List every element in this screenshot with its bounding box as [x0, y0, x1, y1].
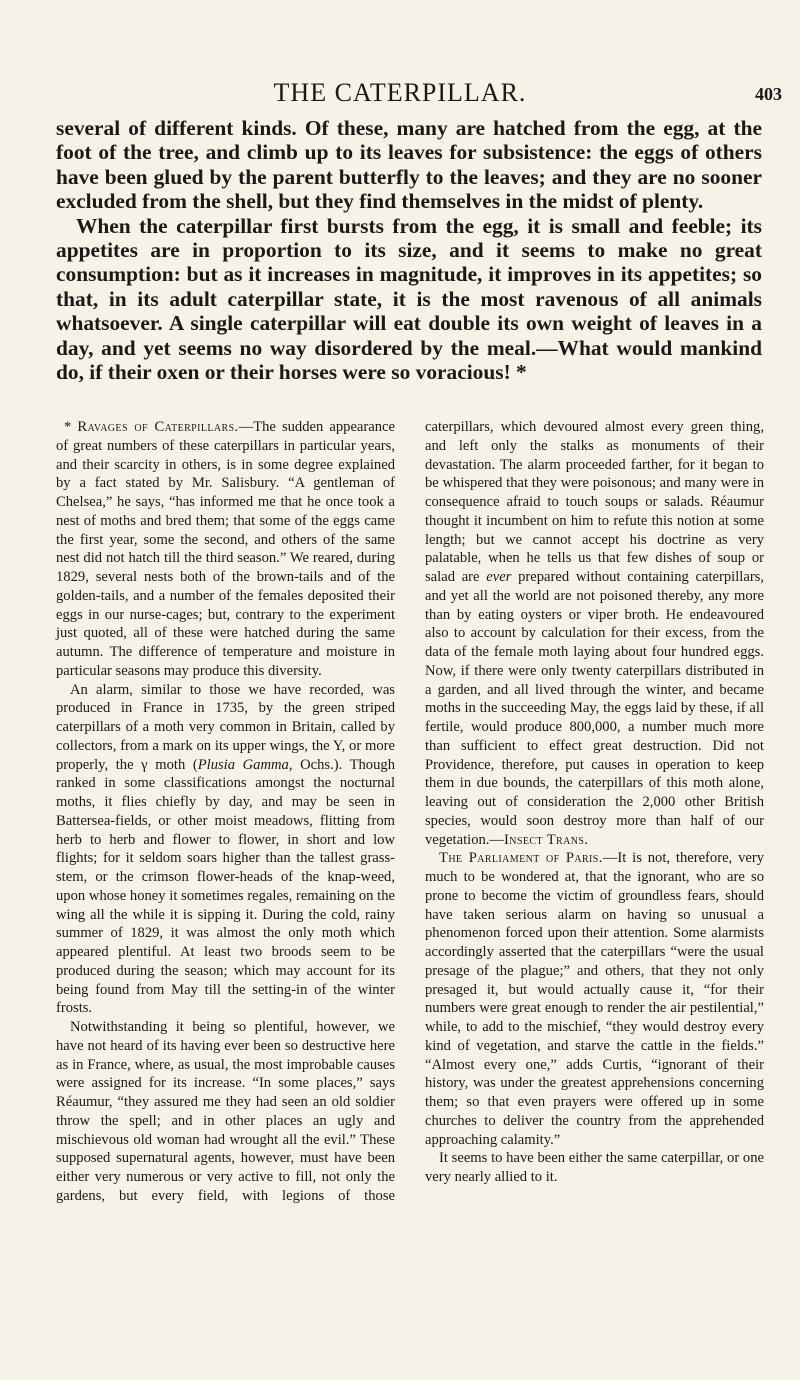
footnote-columns	[56, 418, 764, 1206]
page-number: 403	[755, 84, 782, 104]
footnote-paragraph	[425, 849, 764, 1149]
footnote-heading: The Parliament of Paris.	[439, 850, 603, 867]
emphasis: ever	[486, 569, 512, 585]
footnote-marker: *	[64, 419, 72, 435]
footnote-heading: Ravages of Caterpillars.	[77, 419, 239, 435]
main-paragraph: several of different kinds. Of these, many are hatched from the egg, at the foot of the tree, and climb up to its leaves for subsistence: the eggs of others have been glued by the parent butterfly to the leaves; and they are no sooner excluded from the shell, but they find themselves in the midst of plenty.	[56, 116, 762, 214]
footnote-text: —The sudden appearance of great numbers of these caterpillars in particular years, and their scarcity in others, is in some degree explained by a fact stated by Mr. Salisbury. “A gentleman of Chelsea,” he says, “has informed me that he once took a nest of moths and bred them; that some of the eggs came the first year, some the second, and others of the same nest did not hatch till the third season.” We reared, during 1829, several nests both of the brown-tails and of the golden-tails, and a number of the females deposited their eggs in our nurse-cages; but, contrary to the experiment just quoted, all of these were hatched during the same autumn. The difference of temperature and moisture in particular seasons may produce this diversity.	[56, 419, 395, 679]
main-paragraph: When the caterpillar first bursts from the egg, it is small and feeble; its appetites are in proportion to its size, and it seems to make no great consumption: but as it increases in magnitude, it improves in its appetites; so that, in its adult caterpillar state, it is the most ravenous of all animals whatsoever. A single caterpillar will eat double its own weight of leaves in a day, and yet seems no way disordered by the meal.—What would mankind do, if their oxen or their horses were so voracious! *	[56, 213, 762, 385]
footnote-text: An alarm, similar to those we have recorded, was produced in France in 1735, by the green striped caterpillars of a moth very common in Britain, called by collectors, from a mark on its upper wings, the Y, or more properly, the γ moth (	[56, 681, 395, 773]
footnote-text: —It is not, therefore, very much to be wondered at, that the ignorant, who are so prone to become the victim of groundless fears, should have taken serious alarm on having so unusual a phenomenon forced upon their attention. Some alarmists accordingly asserted that the caterpillars “were the usual presage of the plague;” and others, that they not only presaged it, but would actually cause it, “for their numbers were great enough to render the air pestilential,” while, to add to the mischief, “they would destroy every kind of vegetation, and starve the cattle in the fields.” “Almost every one,” adds Curtis, “ignorant of their history, was under the greatest apprehensions concerning them; so that even prayers were offered up in some churches to deliver the country from the apprehended approaching calamity.”	[425, 850, 764, 1148]
footnote-credit: Insect Trans.	[504, 831, 589, 848]
footnote-paragraph	[56, 418, 395, 681]
footnote-paragraph	[56, 681, 395, 1019]
footnote-text: Notwithstanding it being so plentiful, however, we have not heard of its having ever been so destructive here as in France, where, as usual, the most improbable causes were assigned for its increase. “In some places,” says Réaumur, “they assured me they had seen an old soldier throw the spell; and in other places an ugly and mischievous old woman had wrought all the evil.” These supposed supernatural agents, however, must have been either very numerous or very active to fill, not only the gardens, but every field, with legions of those caterpillars, which devoured almost every green thing, and left only the stalks as monuments of their devastation. The alarm proceeded farther, for it began to be whispered that they were poisonous; and many were in consequence afraid to touch soups or salads. Réaumur thought it incumbent on him to refute this notion at some length; but we cannot accept his doctrine as very palatable, when he tells us that few dishes of soup or salad are	[56, 419, 764, 1204]
species-name: Plusia Gamma	[197, 756, 289, 773]
footnote-text: prepared without containing caterpillars, and yet all the world are not poisoned thereby, any more than by eating oysters or viper broth. He endeavoured also to account by calculation for their excess, from the data of the female moth laying about four hundred eggs. Now, if there were only twenty caterpillars distributed in a garden, and all lived through the winter, and became moths in the succeeding May, the eggs laid by these, if all fertile, would produce 800,000, a number much more than sufficient to effect great destruction. Did not Providence, therefore, put causes in operation to keep them in due bounds, the caterpillars of this moth alone, leaving out of consideration the 2,000 other British species, would soon destroy more than half of our vegetation.—	[425, 569, 765, 848]
main-text	[56, 116, 762, 384]
footnote-text: , Ochs.). Though ranked in some classifications amongst the nocturnal moths, it flies chiefly by day, and may be seen in Battersea-fields, or other moist meadows, flitting from herb to herb and flower to flower, in short and low flights; for it seldom soars higher than the tallest grass-stem, or the crimson flower-heads of the knap-weed, upon whose honey it sometimes regales, remaining on the wing all the while it is sipping it. During the cold, rainy summer of 1829, it was almost the only moth which appeared plentiful. At least two broods seem to be produced during the season; which may account for its being found from May till the setting-in of the winter frosts.	[56, 756, 395, 1017]
running-head: THE CATERPILLAR.	[273, 78, 527, 107]
footnote-paragraph: It seems to have been either the same caterpillar, or one very nearly allied to it.	[425, 1150, 764, 1185]
